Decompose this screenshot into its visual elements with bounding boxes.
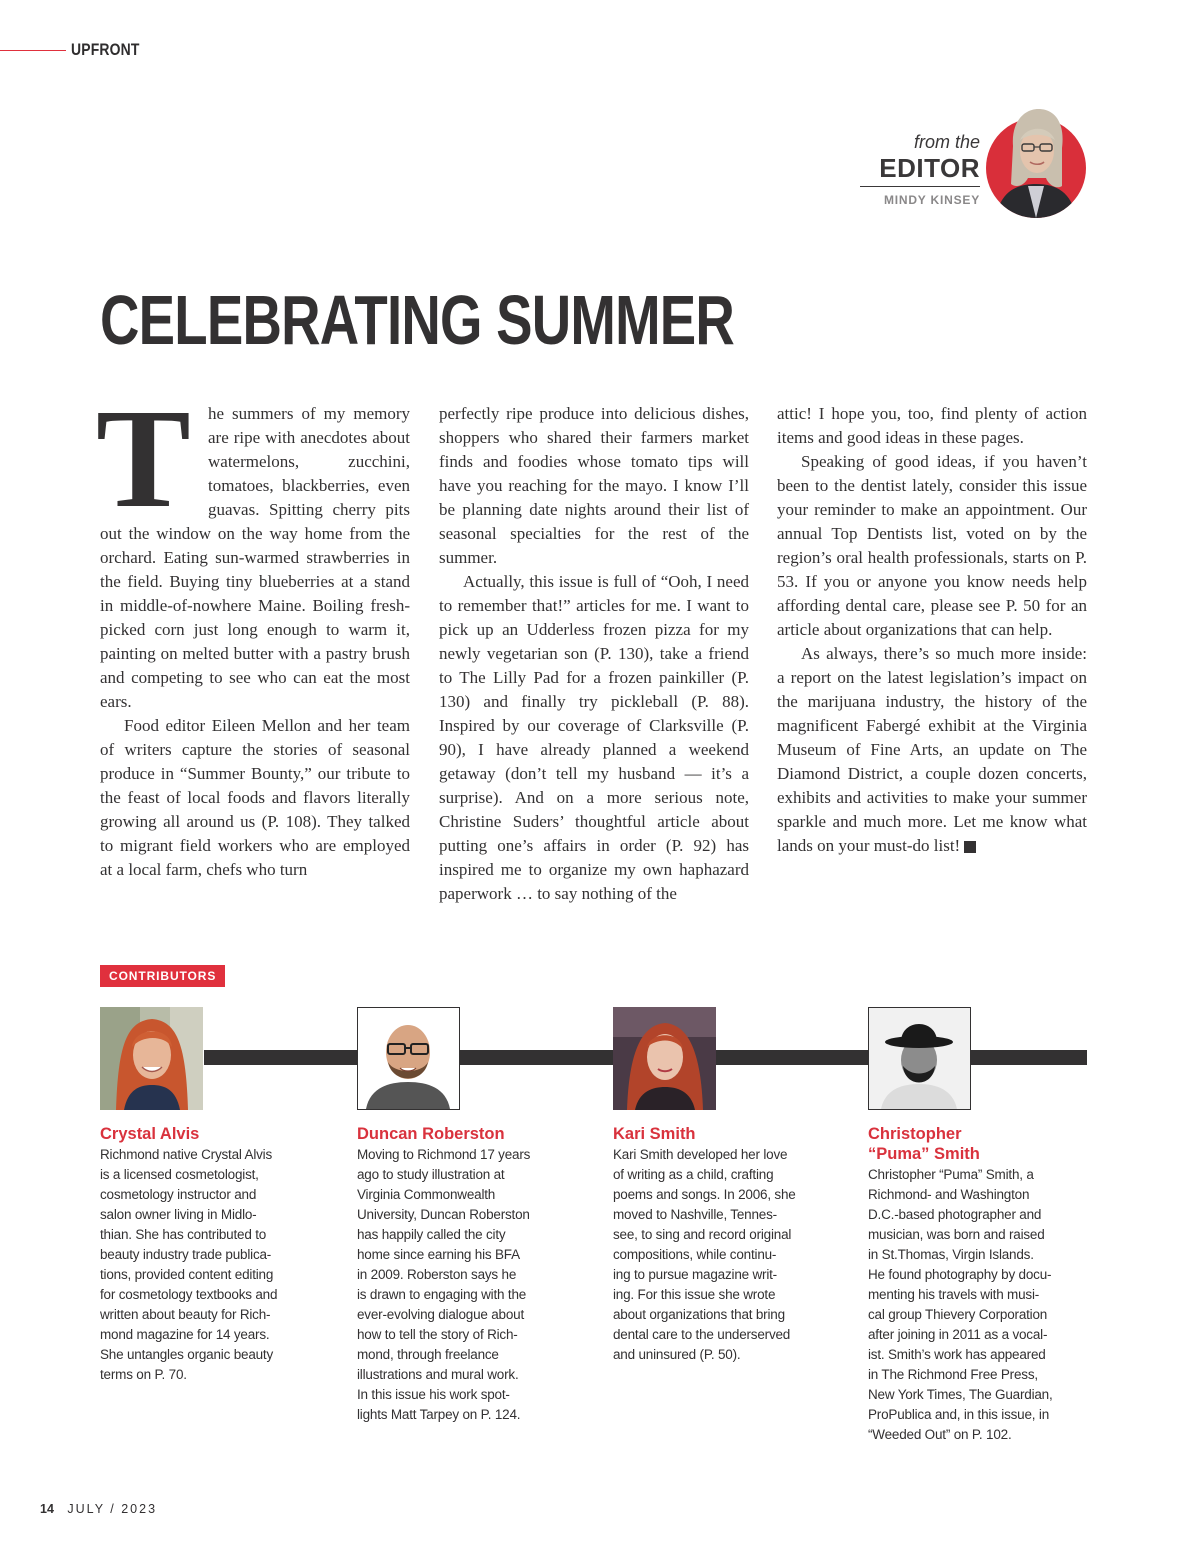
contributor-bio: Christopher “Puma” Smith, a Richmond- and Washington D.C.-based photographer and musician, was born and raised in St.Thomas, Virgin Islands. He found photography by docu- menting his travels with musi- cal group Thievery Corporation after joining in 2011 as a vocal- ist. Smith’s work has appeared in The Richmond Free Press, New York Times, The Guardian, ProPublica and, in this issue, in “Weeded Out” on P. 102. [868,1167,1053,1442]
contributor-photo-kari-smith [613,1007,716,1110]
contributor-name: Kari Smith [613,1125,696,1143]
drop-cap: T [96,379,191,537]
contributor-name: Duncan Roberston [357,1125,505,1143]
contributor-photo-christopher-puma-smith [868,1007,971,1110]
article-paragraph: T he summers of my memory are ripe with anecdotes about watermelons, zucchini, tomatoes, blackberries, even guavas. Spitting cherry pits out the window on the way home from the orchard. Eating sun-warmed strawberries in the field. Buying tiny blueberries at a stand in middle-of-nowhere Maine. Boiling fresh-picked corn just long enough to warm it, painting on melted butter with a pastry brush and competing to see who can eat the most ears. [96,379,410,711]
end-mark-icon: R [964,841,976,853]
page-number: 14 [40,1502,54,1516]
contributor-bio: Richmond native Crystal Alvis is a licensed cosmetologist, cosmetology instructor and salon owner living in Midlo- thian. She has contributed to beauty industry trade publica- tions, provided content editing for cosmetology textbooks and written about beauty for Rich- mond magazine for 14 years. She untangles organic beauty terms on P. 70. [100,1147,278,1382]
contributor-photo-duncan-roberston [357,1007,460,1110]
contributor-name: Christopher “Puma” Smith [868,1125,980,1163]
article-column-1 [96,379,410,882]
article-column-2 [439,402,749,906]
section-rule [0,50,66,51]
contributors-label: CONTRIBUTORS [100,965,225,987]
article-paragraph: Food editor Eileen Mellon and her team of writers capture the stories of seasonal produce in “Summer Bounty,” our tribute to the feast of local foods and flavors literally growing all around us (P. 108). They talked to migrant field workers who are employed at a local farm, chefs who turn [100,716,410,879]
contributor-card-duncan-roberston [357,1124,557,1425]
article-paragraph: perfectly ripe produce into delicious dishes, shoppers who shared their farmers market finds and foodies whose tomato tips will have you reaching for the mayo. I know I’ll be planning date nights around their list of seasonal specialties for the rest of the summer. [439,404,749,567]
contributor-card-christopher-puma-smith [868,1124,1068,1445]
contributor-card-kari-smith [613,1124,813,1365]
editor-portrait [986,102,1086,218]
article-paragraph: Actually, this issue is full of “Ooh, I need to remember that!” articles for me. I want to pick up an Udderless frozen pizza for my newly vegetarian son (P. 130), take a friend to The Lilly Pad for a frozen painkiller (P. 130) and finally try pickleball (P. 88). Inspired by our coverage of Clarksville (P. 90), I have already planned a weekend getaway (don’t tell my husband — it’s a surprise). And on a more serious note, Christine Suders’ thoughtful article about putting one’s affairs in order (P. 92) has inspired me to organize my own haphazard paperwork … to say nothing of the [439,572,749,903]
contributor-card-crystal-alvis [100,1124,300,1385]
article-paragraph: Speaking of good ideas, if you haven’t been to the dentist lately, consider this issue your reminder to make an appointment. Our annual Top Dentists list, voted on by the region’s oral health professionals, starts on P. 53. If you or anyone you know needs help affording dental care, please see P. 50 for an article about organizations that can help. [777,452,1087,639]
contributor-photo-crystal-alvis [100,1007,203,1110]
article-paragraph: attic! I hope you, too, find plenty of action items and good ideas in these pages. [777,404,1087,447]
article-column-3 [777,402,1087,858]
editor-byline [860,130,980,213]
contributor-bio: Moving to Richmond 17 years ago to study illustration at Virginia Commonwealth University, Duncan Roberston has happily called the city home since earning his BFA in 2009. Roberston says he is drawn to engaging with the ever-evolving dialogue about how to tell the story of Rich- mond, through freelance illustrations and mural work. In this issue his work spot- lights Matt Tarpey on P. 124. [357,1147,531,1422]
contributor-name: Crystal Alvis [100,1125,200,1143]
editor-label: EDITOR [860,154,980,187]
article-headline: CELEBRATING SUMMER [100,281,735,359]
page-footer [40,1502,157,1516]
from-the-label: from the [913,132,980,152]
issue-date: JULY / 2023 [67,1502,158,1516]
section-label: UPFRONT [71,40,140,59]
article-paragraph: As always, there’s so much more inside: a report on the latest legislation’s impact on the marijuana industry, the history of the magnificent Fabergé exhibit at the Virginia Museum of Fine Arts, an update on The Diamond District, a couple dozen concerts, exhibits and activities to make your summer sparkle and much more. Let me know what lands on your must-do list! R [777,644,1087,855]
editor-name: MINDY KINSEY [883,193,980,207]
contributor-bio: Kari Smith developed her love of writing as a child, crafting poems and songs. In 2006, she moved to Nashville, Tennes- see, to sing and record original compositions, while continu- ing to pursue magazine writ- ing. For this issue she wrote about organizations that bring dental care to the underserved and uninsured (P. 50). [613,1147,796,1362]
